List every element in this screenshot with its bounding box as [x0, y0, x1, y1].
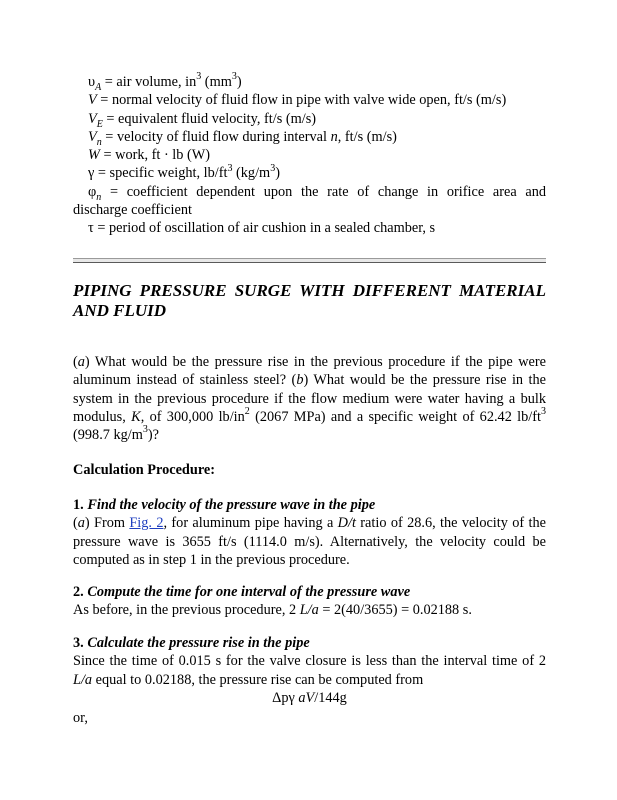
step-3-number: 3.: [73, 635, 84, 651]
nomenclature-work: W = work, ft · lb (W): [88, 147, 211, 164]
step-3: 3. Calculate the pressure rise in the pipe Since the time of 0.015 s for the valve closure is less than the interval time of 2 L/a equal to 0.02188, the pressure rise can be computed from: [73, 635, 546, 688]
step-2: 2. Compute the time for one interval of the pressure wave As before, in the previous procedure, 2 L/a = 2(40/3655) = 0.02188 s.: [73, 584, 472, 619]
section-heading: PIPING PRESSURE SURGE WITH DIFFERENT MATERIAL AND FLUID: [73, 281, 546, 320]
nomenclature-period: τ = period of oscillation of air cushion in a sealed chamber, s: [88, 220, 436, 237]
nomenclature-interval-velocity: $V_n$ = velocity of fluid flow during interval n, ft/s (m/s): [88, 128, 397, 148]
step-1-title: Find the velocity of the pressure wave in the pipe: [87, 497, 376, 513]
nomenclature-coefficient: $\varphi_n$ = coefficient dependent upon the rate of change in orifice area and: [88, 183, 546, 203]
step-1: 1. Find the velocity of the pressure wave in the pipe (a) From Fig. 2, for aluminum pipe having a D/t ratio of 28.6, the velocity of the pressure wave is 3655 ft/s (1114.0 m/s). Alternatively, the velocity could be computed as in step 1 in the previous procedure.: [73, 497, 546, 568]
step-2-title: Compute the time for one interval of the pressure wave: [87, 584, 411, 600]
nomenclature-air-volume: $\upsilon_A$ = air volume, $in^3$ $(mm^3)$: [88, 71, 242, 93]
step-2-number: 2.: [73, 584, 84, 600]
nomenclature-coefficient-cont: discharge coefficient: [73, 202, 192, 219]
section-divider: [73, 258, 546, 263]
figure-2-link[interactable]: Fig. 2: [129, 515, 164, 532]
step-3-title: Calculate the pressure rise in the pipe: [87, 635, 310, 651]
nomenclature-equivalent-velocity: $V_E$ = equivalent fluid velocity, ft/s (m/s): [88, 110, 317, 130]
pressure-rise-equation: Δpγ aV/144g: [272, 690, 347, 706]
or-text: or,: [73, 710, 88, 726]
nomenclature-normal-velocity: V = normal velocity of fluid flow in pipe with valve wide open, ft/s (m/s): [88, 92, 507, 109]
step-1-number: 1.: [73, 497, 84, 513]
calculation-procedure-heading: Calculation Procedure:: [73, 462, 216, 478]
problem-statement: (a) What would be the pressure rise in the previous procedure if the pipe were aluminum instead of stainless steel? (b) What would be the pressure rise in the system in the previous procedure if the flow medium were water having a bulk modulus, K, of 300,000 $lb/in^2$ (2067 MPa) and a specific weight of 62.42 $lb/ft^3$ (998.7 $kg/m^3$)?: [73, 354, 546, 444]
nomenclature-list: [73, 73, 546, 238]
nomenclature-specific-weight: γ = specific weight, $lb/ft^3$ $(kg/m^3)$: [88, 162, 280, 182]
